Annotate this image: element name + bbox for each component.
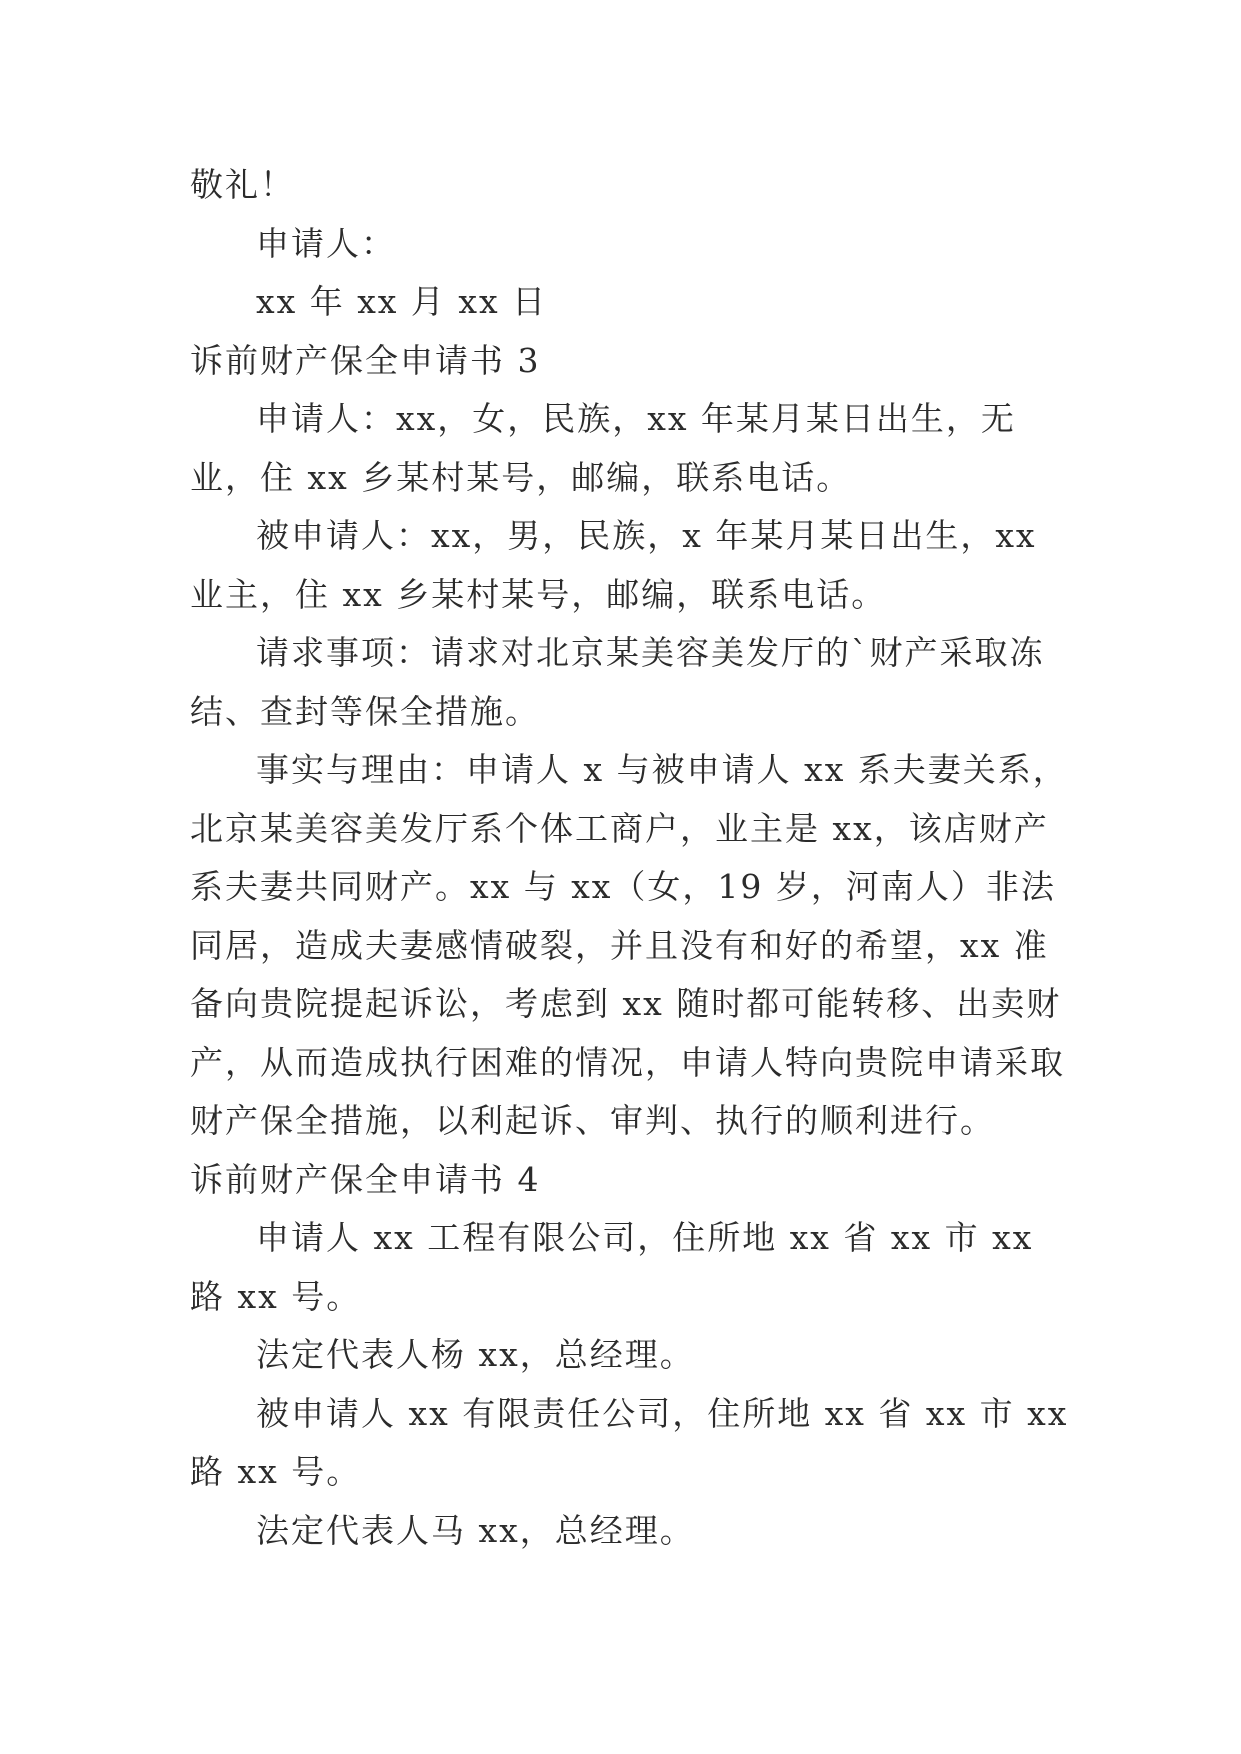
request-items-paragraph: 请求事项：请求对北京某美容美发厅的`财产采取冻结、查封等保全措施。	[190, 633, 1045, 731]
applicant-signature-label: 申请人：	[256, 223, 396, 263]
applicant-info-paragraph: 申请人：xx，女，民族，xx 年某月某日出生，无业，住 xx 乡某村某号，邮编，联系电话。	[190, 399, 1016, 497]
signature-date: xx 年 xx 月 xx 日	[256, 282, 548, 321]
respondent-info-paragraph: 被申请人：xx，男，民族，x 年某月某日出生，xx 业主，住 xx 乡某村某号，邮编，联系电话。	[190, 516, 1037, 614]
applicant-company-paragraph: 申请人 xx 工程有限公司，住所地 xx 省 xx 市 xx 路 xx 号。	[190, 1218, 1034, 1316]
section-title-4: 诉前财产保全申请书 4	[190, 1159, 541, 1199]
applicant-legal-rep-paragraph: 法定代表人杨 xx，总经理。	[256, 1335, 695, 1374]
facts-and-reasons-paragraph: 事实与理由：申请人 x 与被申请人 xx 系夫妻关系，北京某美容美发厅系个体工商户，业主是 xx，该店财产系夫妻共同财产。xx 与 xx（女，19 岁，河南人）非法同居，造成夫妻感情破裂，并且没有和好的希望，xx 准备向贵院提起诉讼，考虑到 xx 随时都可能转移、出卖财产，从而造成执行困难的情况，申请人特向贵院申请采取财产保全措施，以利起诉、审判、执行的顺利进行。	[190, 750, 1068, 1140]
document-body	[190, 156, 1070, 1560]
respondent-company-paragraph: 被申请人 xx 有限责任公司，住所地 xx 省 xx 市 xx 路 xx 号。	[190, 1393, 1069, 1491]
section-title-3: 诉前财产保全申请书 3	[190, 340, 541, 380]
closing-salutation: 敬礼！	[190, 165, 295, 204]
respondent-legal-rep-paragraph: 法定代表人马 xx，总经理。	[256, 1510, 695, 1550]
